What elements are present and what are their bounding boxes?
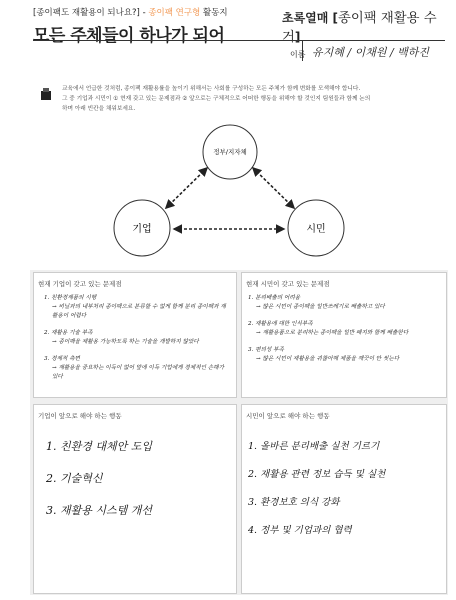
intro-line-2: 그 중 기업과 시민이 ① 현재 갖고 있는 문제점과 ② 앞으로는 구체적으로 어떠한 행동을 위해야 할 것인지 팀원들과 함께 논의 [62, 96, 371, 102]
intro-line-3: 하며 아래 빈칸을 채워보세요. [62, 106, 136, 112]
citizen-actions-title: 시민이 앞으로 해야 하는 행동 [246, 412, 330, 420]
brand-small: 종이팩 재활용 수거 [282, 11, 437, 45]
citizen-problems-panel [241, 272, 447, 398]
page-title: 모든 주체들이 하나가 되어 [33, 26, 225, 46]
citizen-problem-2-detail: → 재활용품으로 분리하는 종이팩을 일반 폐지와 함께 배출한다 [256, 330, 409, 336]
citizen-problem-1-head: 1. 분리배출의 어려움 [248, 295, 301, 301]
citizen-actions-panel [241, 404, 447, 594]
citizen-label: 시민 [306, 224, 326, 235]
company-action-1: 1. 친환경 대체안 도입 [46, 440, 152, 453]
company-problem-3-head: 3. 경제적 측면 [44, 356, 80, 362]
company-problem-3-detail: → 재활용을 중요하는 이득이 없어 앞에 이득 기업에게 경제적인 손해가 있다 [52, 365, 224, 380]
name-label: 이름 [290, 50, 306, 59]
citizen-problem-3-head: 3. 편의성 부족 [248, 347, 284, 353]
arrow-gov-company [166, 168, 207, 208]
name-value: 유지혜 / 이채원 / 백하진 [312, 46, 430, 59]
intro-line-1: 교육에서 언급한 것처럼, 종이팩 재활용률을 높이기 위해서는 사회를 구성하는 모든 주체가 함께 변화를 모색해야 합니다. [62, 86, 361, 92]
company-problem-1-head: 1. 친환경제품의 시행 [44, 295, 97, 301]
citizen-problem-1-detail: → 많은 시민이 종이팩을 일반쓰레기로 배출하고 있다 [256, 304, 385, 310]
citizen-action-4: 4. 정부 및 기업과의 협력 [248, 525, 352, 536]
citizen-problem-2-head: 2. 재활용에 대한 인식부족 [248, 321, 313, 327]
company-problems-title: 현재 기업이 갖고 있는 문제점 [38, 280, 122, 288]
company-actions-title: 기업이 앞으로 해야 하는 행동 [38, 412, 122, 420]
citizen-problem-3-detail: → 많은 시민이 재활용을 귀찮아해 제품을 깨끗이 안 씻는다 [256, 356, 400, 362]
subtitle-prefix: [종이팩도 재활용이 되나요?] - [33, 8, 149, 18]
arrow-gov-citizen [253, 168, 294, 208]
brand-bracket: ] [294, 30, 301, 44]
citizen-action-1: 1. 올바른 분리배출 실천 기르기 [248, 441, 380, 452]
subtitle-suffix: 활동지 [200, 8, 228, 18]
company-problems-panel [33, 272, 237, 398]
company-action-3: 3. 재활용 시스템 개선 [46, 504, 152, 517]
company-problem-2-head: 2. 재활용 기술 부족 [44, 330, 93, 336]
actors-diagram [0, 0, 456, 270]
citizen-action-3: 3. 환경보호 의식 강화 [248, 497, 340, 508]
subtitle-highlight: 종이팩 연구형 [148, 8, 201, 18]
company-action-2: 2. 기술혁신 [46, 472, 103, 485]
brand-name: 초록열매 [ [282, 11, 339, 25]
gov-label: 정부/지자체 [213, 148, 247, 156]
company-problem-1-detail: → 비닐과의 내부처리 종이팩으로 분류할 수 없게 함께 분리 종이팩과 재활용이 어렵다 [52, 304, 226, 319]
company-problem-2-detail: → 종이팩을 재활용 가능하도록 하는 기술을 개발하지 않았다 [52, 339, 199, 345]
company-actions-panel [33, 404, 237, 594]
citizen-problems-title: 현재 시민이 갖고 있는 문제점 [246, 280, 330, 288]
company-label: 기업 [132, 224, 152, 235]
citizen-action-2: 2. 재활용 관련 정보 습득 및 실천 [248, 469, 386, 480]
